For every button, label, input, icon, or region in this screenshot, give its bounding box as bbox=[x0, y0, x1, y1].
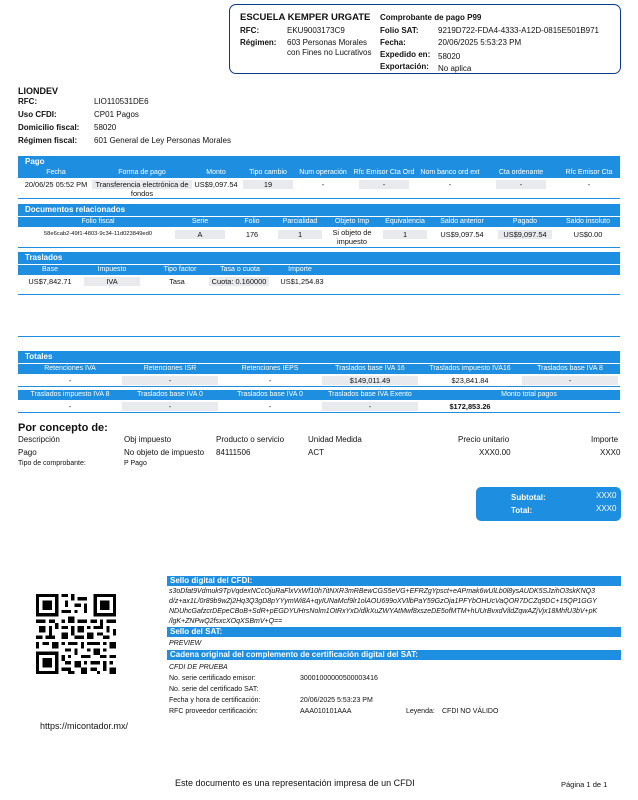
conceptos-title: Por concepto de: bbox=[18, 422, 108, 434]
issuer-rfc: EKU9003173C9 bbox=[287, 26, 345, 35]
tot-base-exento: - bbox=[322, 402, 418, 411]
cadena-text: CFDI DE PRUEBA bbox=[169, 664, 228, 671]
sello-sat-text: PREVIEW bbox=[169, 640, 202, 647]
fecha-label: Fecha: bbox=[380, 38, 406, 47]
tras-tasa: Cuota: 0.160000 bbox=[209, 277, 269, 286]
tras-col-impuesto: Impuesto bbox=[97, 266, 127, 273]
tot-ret-isr: - bbox=[122, 376, 218, 385]
concept-obj-impuesto: No objeto de impuesto bbox=[124, 448, 205, 457]
tras-col-tipo-factor: Tipo factor bbox=[163, 266, 197, 273]
sello-cfdi-line1: s3oDfat9Vdmuk9TpVqdexNCcOjuRaFlxVxWf10h7itNXR3mRBewCGS5eVG+EFRZgYpsct+eAPmak6wUlLb0l8ysAUDK5SJzihO3skKNQ3 bbox=[169, 588, 595, 595]
pago-monto: US$9,097.54 bbox=[194, 180, 238, 189]
doc-row-divider bbox=[18, 247, 620, 248]
receptor-regimen-label: Régimen fiscal: bbox=[18, 136, 78, 145]
documentos-section-header: Documentos relacionados bbox=[18, 204, 620, 216]
pago-col-cta-ordenante: Cta ordenante bbox=[498, 169, 544, 176]
footer-text: Este documento es una representación impresa de un CFDI bbox=[175, 778, 415, 788]
serie-emisor-label: No. serie certificado emisor: bbox=[169, 675, 256, 682]
tot-monto-total: $172,853.26 bbox=[449, 402, 491, 411]
totales-row2-divider bbox=[18, 412, 620, 413]
rfc-prov-label: RFC proveedor certificación: bbox=[169, 708, 258, 715]
pago-fecha: 20/06/25 05:52 PM bbox=[24, 180, 88, 189]
leyenda-value: CFDI NO VÁLIDO bbox=[442, 708, 499, 715]
doc-saldo-insoluto: US$0.00 bbox=[573, 230, 603, 239]
tot-col-base-iva0-a: Traslados base IVA 0 bbox=[137, 391, 203, 398]
doc-pagado: US$9,097.54 bbox=[498, 230, 552, 239]
issuer-regimen-line2: con Fines no Lucrativos bbox=[287, 48, 372, 57]
issuer-rfc-label: RFC: bbox=[240, 26, 260, 35]
issuer-box bbox=[229, 4, 621, 74]
exportacion-value: No aplica bbox=[438, 64, 472, 73]
tot-col-ret-isr: Retenciones ISR bbox=[143, 365, 197, 372]
concept-producto: 84111506 bbox=[216, 448, 251, 457]
tot-col-base-iva8: Traslados base IVA 8 bbox=[537, 365, 603, 372]
tot-col-ret-iva: Retenciones IVA bbox=[44, 365, 96, 372]
pago-nom-banco: - bbox=[448, 180, 452, 189]
doc-col-folio-fiscal: Folio fiscal bbox=[81, 218, 115, 225]
qr-code-image bbox=[36, 594, 116, 674]
doc-folio-fiscal: 58e6cab2-49f1-4803-9c34-11d023849ed0 bbox=[43, 231, 153, 237]
receptor-domicilio: 58020 bbox=[94, 123, 117, 132]
exportacion-label: Exportación: bbox=[380, 62, 429, 71]
pago-section-header: Pago bbox=[18, 156, 620, 168]
doc-col-saldo-anterior: Saldo anterior bbox=[440, 218, 484, 225]
doc-col-parcialidad: Parcialidad bbox=[282, 218, 318, 225]
traslados-column-headers bbox=[18, 265, 620, 275]
tot-col-ret-ieps: Retenciones IEPS bbox=[241, 365, 299, 372]
sello-cfdi-line3: NDUhcGafzcrDEpeCBoB+SdR+pEGDYUHrsNolm1OtRxYxD/dlkXuZWYAtMwf8xszeDE5ofMTM+hUUrBvxdVildZqwAZjVjx18MhfU3bV+pK bbox=[169, 608, 598, 615]
pago-col-nom-banco: Nom banco ord ext bbox=[420, 169, 480, 176]
sello-sat-header: Sello del SAT: bbox=[167, 627, 621, 637]
tras-col-tasa: Tasa o cuota bbox=[220, 266, 260, 273]
qr-url: https://micontador.mx/ bbox=[40, 721, 129, 731]
doc-equivalencia: 1 bbox=[383, 230, 427, 239]
total-value: XXX0 bbox=[596, 504, 617, 513]
tot-base-iva16: $149,011.49 bbox=[322, 376, 418, 385]
pago-forma-line1: Transferencia electrónica de bbox=[92, 180, 192, 189]
subtotal-label: Subtotal: bbox=[511, 493, 546, 502]
pago-col-monto: Monto bbox=[206, 169, 226, 176]
concept-col-descripcion: Descripción bbox=[18, 435, 60, 444]
sello-cfdi-line4: /lgK+ZNPwQ2fsxcXOqXSBmV+Q== bbox=[169, 618, 283, 625]
pago-row-divider bbox=[18, 198, 620, 199]
receptor-rfc: LIO110531DE6 bbox=[94, 97, 149, 106]
receptor-uso-label: Uso CFDI: bbox=[18, 110, 57, 119]
tot-ret-iva: - bbox=[68, 376, 72, 385]
sello-cfdi-line2: d/z+ax1L/0r89b9wZj2Hq3Q3gD8pYYymWi8A+qyIUNaMcf9lr1olAOU699oXVIlbPaY59GzOja1PFYbOHUcVaQOR7DCZq9DC+15QP1GGY bbox=[169, 598, 597, 605]
sello-cfdi-header: Sello digital del CFDI: bbox=[167, 576, 621, 586]
pago-forma-line2: fondos bbox=[130, 189, 154, 198]
doc-col-serie: Serie bbox=[191, 218, 209, 225]
concept-col-obj-impuesto: Obj impuesto bbox=[124, 435, 172, 444]
concept-descripcion: Pago bbox=[18, 448, 37, 457]
tot-col-monto-total: Monto total pagos bbox=[501, 391, 557, 398]
serie-emisor-value: 30001000000500003416 bbox=[300, 675, 378, 682]
serie-sat-label: No. serie del certificado SAT: bbox=[169, 686, 259, 693]
pago-rfc-emisor-cta: - bbox=[587, 180, 591, 189]
issuer-regimen-label: Régimen: bbox=[240, 38, 277, 47]
issuer-regimen-line1: 603 Personas Morales bbox=[287, 38, 368, 47]
tras-importe: US$1,254.83 bbox=[280, 277, 324, 286]
pago-tipo-cambio: 19 bbox=[243, 180, 293, 189]
concept-col-producto: Producto o servicio bbox=[216, 435, 285, 444]
fecha-value: 20/06/2025 5:53:23 PM bbox=[438, 38, 522, 47]
doc-saldo-anterior: US$9,097.54 bbox=[440, 230, 484, 239]
tot-col-base-iva16: Traslados base IVA 16 bbox=[335, 365, 405, 372]
expedido-value: 58020 bbox=[438, 52, 461, 61]
pago-col-rfc-emisor-cta: Rfc Emisor Cta bbox=[565, 169, 613, 176]
tot-base-iva8: - bbox=[522, 376, 618, 385]
concept-col-precio: Precio unitario bbox=[458, 435, 510, 444]
tipo-comprobante-label: Tipo de comprobante: bbox=[18, 460, 86, 467]
pago-col-num-operacion: Num operación bbox=[299, 169, 347, 176]
rfc-prov-value: AAA010101AAA bbox=[300, 708, 352, 715]
receptor-uso: CP01 Pagos bbox=[94, 110, 139, 119]
pago-rfc-emisor-ord: - bbox=[359, 180, 409, 189]
doc-objeto-line1: Si objeto de bbox=[332, 228, 372, 237]
concept-col-importe: Importe bbox=[591, 435, 619, 444]
tot-ret-ieps: - bbox=[268, 376, 272, 385]
tras-base: US$7,842.71 bbox=[28, 277, 72, 286]
doc-col-objeto: Objeto Imp bbox=[334, 218, 370, 225]
pago-num-operacion: - bbox=[321, 180, 325, 189]
concept-precio: XXX0.00 bbox=[479, 448, 511, 457]
receptor-rfc-label: RFC: bbox=[18, 97, 38, 106]
folio-sat-label: Folio SAT: bbox=[380, 26, 419, 35]
expedido-label: Expedido en: bbox=[380, 50, 431, 59]
tot-base-iva0-b: - bbox=[268, 402, 272, 411]
pago-cta-ordenante: - bbox=[496, 180, 546, 189]
fecha-cert-label: Fecha y hora de certificación: bbox=[169, 697, 261, 704]
folio-sat: 9219D722-FDA4-4333-A12D-0815E501B971 bbox=[438, 26, 599, 35]
receptor-regimen: 601 General de Ley Personas Morales bbox=[94, 136, 231, 145]
doc-col-folio: Folio bbox=[244, 218, 260, 225]
totals-box bbox=[476, 487, 621, 521]
documentos-column-headers bbox=[18, 217, 620, 227]
receptor-domicilio-label: Domicilio fiscal: bbox=[18, 123, 80, 132]
tot-col-imp-iva16: Traslados impuesto IVA16 bbox=[429, 365, 511, 372]
cadena-header: Cadena original del complemento de certificación digital del SAT: bbox=[167, 650, 621, 660]
receptor-name: LIONDEV bbox=[18, 86, 59, 96]
concept-col-unidad: Unidad Medida bbox=[308, 435, 362, 444]
subtotal-value: XXX0 bbox=[596, 491, 617, 500]
total-label: Total: bbox=[511, 506, 533, 515]
fecha-cert-value: 20/06/2025 5:53:23 PM bbox=[300, 697, 373, 704]
tipo-comprobante-value: P Pago bbox=[124, 460, 147, 467]
tras-tipo-factor: Tasa bbox=[169, 277, 185, 286]
pago-col-rfc-emisor-ord: Rfc Emisor Cta Ord bbox=[353, 169, 415, 176]
totales-row1-divider bbox=[18, 386, 620, 387]
tot-imp-iva16: $23,841.84 bbox=[451, 376, 489, 385]
doc-col-saldo-insoluto: Saldo insoluto bbox=[566, 218, 610, 225]
concept-importe: XXX0 bbox=[600, 448, 621, 457]
totales-section-header: Totales bbox=[18, 351, 620, 363]
tras-col-base: Base bbox=[42, 266, 58, 273]
tot-base-iva0-a: - bbox=[122, 402, 218, 411]
comprobante-label: Comprobante de pago P99 bbox=[380, 13, 482, 22]
totales-headers-row2 bbox=[18, 390, 620, 400]
tras-col-importe: Importe bbox=[288, 266, 312, 273]
doc-folio: 176 bbox=[245, 230, 259, 239]
totales-headers-row1 bbox=[18, 364, 620, 374]
empty-divider bbox=[18, 336, 620, 337]
traslados-section-header: Traslados bbox=[18, 252, 620, 264]
page-number: Página 1 de 1 bbox=[561, 780, 608, 789]
pago-col-fecha: Fecha bbox=[46, 169, 66, 176]
leyenda-label: Leyenda: bbox=[406, 708, 435, 715]
doc-parcialidad: 1 bbox=[278, 230, 322, 239]
doc-col-pagado: Pagado bbox=[512, 218, 538, 225]
pago-col-tipo-cambio: Tipo cambio bbox=[249, 169, 287, 176]
tot-col-base-exento: Traslados base IVA Exento bbox=[328, 391, 412, 398]
pago-column-headers bbox=[18, 168, 620, 178]
doc-serie: A bbox=[175, 230, 225, 239]
tras-impuesto: IVA bbox=[84, 277, 140, 286]
issuer-name: ESCUELA KEMPER URGATE bbox=[240, 12, 371, 23]
doc-objeto-line2: impuesto bbox=[337, 237, 367, 246]
doc-col-equivalencia: Equivalencia bbox=[385, 218, 425, 225]
tot-imp-iva8: - bbox=[68, 402, 72, 411]
tot-col-base-iva0-b: Traslados base IVA 0 bbox=[237, 391, 303, 398]
pago-col-forma: Forma de pago bbox=[118, 169, 166, 176]
tot-col-imp-iva8: Traslados impuesto IVA 8 bbox=[30, 391, 110, 398]
concept-unidad: ACT bbox=[308, 448, 324, 457]
tras-row-divider bbox=[18, 294, 620, 295]
